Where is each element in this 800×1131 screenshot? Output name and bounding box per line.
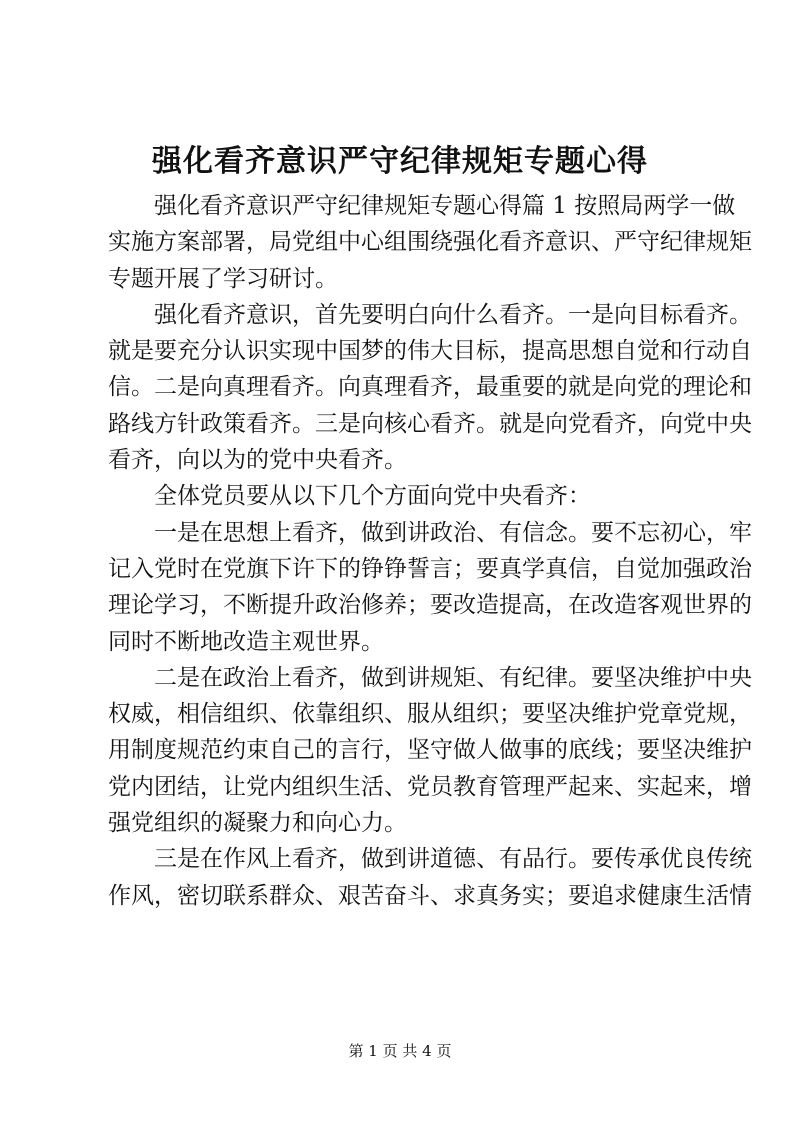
page-number-footer: 第 1 页 共 4 页 [348,1042,452,1060]
paragraph-3 [108,478,704,514]
paragraph-4 [108,515,752,660]
paragraph-5 [108,660,752,841]
text-line: 用制度规范约束自己的言行，坚守做人做事的底线；要坚决维护 [108,737,752,764]
paragraph-6 [108,841,752,914]
document-title: 强化看齐意识严守纪律规矩专题心得 [152,144,648,179]
text-line: 三是在作风上看齐，做到讲道德、有品行。要传承优良传统 [154,846,752,873]
text-line: 路线方针政策看齐。三是向核心看齐。就是向党看齐，向党中央 [108,410,752,437]
text-line: 信。二是向真理看齐。向真理看齐，最重要的就是向党的理论和 [108,374,752,401]
text-line: 强化看齐意识严守纪律规矩专题心得篇 1 按照局两学一做 [154,193,736,219]
text-line: 理论学习，不断提升政治修养；要改造提高，在改造客观世界的 [108,592,752,619]
text-line: 作风，密切联系群众、艰苦奋斗、求真务实；要追求健康生活情 [108,882,752,909]
text-line: 权威，相信组织、依靠组织、服从组织；要坚决维护党章党规， [108,701,752,728]
text-line: 专题开展了学习研讨。 [108,265,338,292]
text-line: 全体党员要从以下几个方面向党中央看齐： [154,483,591,510]
text-line: 记入党时在党旗下许下的铮铮誓言；要真学真信，自觉加强政治 [108,555,752,582]
document-body [108,188,752,914]
text-line: 强党组织的凝聚力和向心力。 [108,810,407,837]
paragraph-1 [108,188,752,297]
text-line: 同时不断地改造主观世界。 [108,628,384,655]
text-line: 党内团结，让党内组织生活、党员教育管理严起来、实起来，增 [108,773,752,800]
text-line: 实施方案部署，局党组中心组围绕强化看齐意识、严守纪律规矩 [108,229,752,256]
text-line: 强化看齐意识，首先要明白向什么看齐。一是向目标看齐。 [154,301,752,328]
paragraph-2 [108,297,752,478]
text-line: 看齐，向以为的党中央看齐。 [108,447,407,474]
text-line: 二是在政治上看齐，做到讲规矩、有纪律。要坚决维护中央 [154,664,752,691]
text-line: 一是在思想上看齐，做到讲政治、有信念。要不忘初心，牢 [154,519,752,546]
text-line: 就是要充分认识实现中国梦的伟大目标，提高思想自觉和行动自 [108,338,752,365]
